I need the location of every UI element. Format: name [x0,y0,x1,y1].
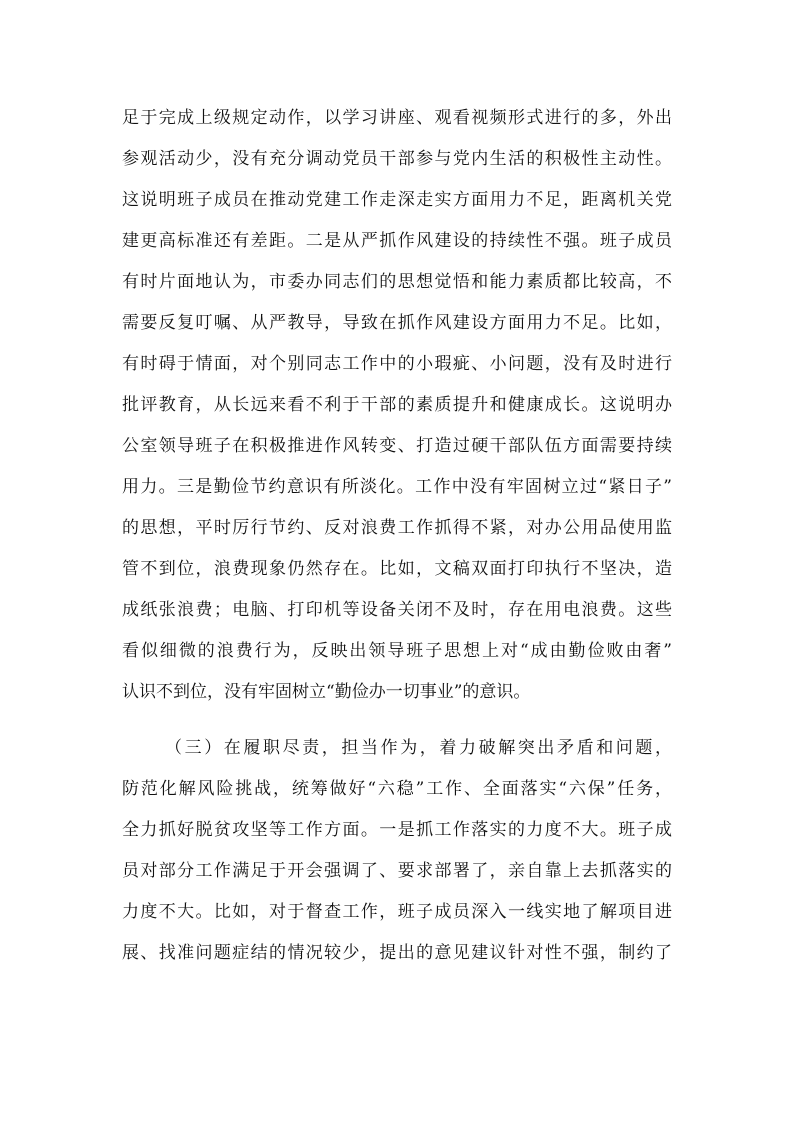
text-line: 认识不到位，没有牢固树立“勤俭办一切事业”的意识。 [122,682,531,702]
text-line: 员对部分工作满足于开会强调了、要求部署了，亲自靠上去抓落实的 [122,861,672,881]
text-line: 足于完成上级规定动作，以学习讲座、观看视频形式进行的多，外出 [122,108,672,128]
text-line: 的思想，平时厉行节约、反对浪费工作抓得不紧，对办公用品使用监 [122,518,672,538]
text-line: 力度不大。比如，对于督查工作，班子成员深入一线实地了解项目进 [122,902,672,922]
text-line: 批评教育，从长远来看不利于干部的素质提升和健康成长。这说明办 [122,395,672,415]
text-line: 有时片面地认为，市委办同志们的思想觉悟和能力素质都比较高，不 [122,272,672,292]
text-line: 建更高标准还有差距。二是从严抓作风建设的持续性不强。班子成员 [122,231,672,251]
text-line: 看似细微的浪费行为，反映出领导班子思想上对“成由勤俭败由奢” [122,641,672,661]
text-line: （三）在履职尽责，担当作为，着力破解突出矛盾和问题， [165,738,672,758]
text-line: 展、找准问题症结的情况较少，提出的意见建议针对性不强，制约了 [122,943,672,963]
text-line: 公室领导班子在积极推进作风转变、打造过硬干部队伍方面需要持续 [122,436,672,456]
text-line: 管不到位，浪费现象仍然存在。比如，文稿双面打印执行不坚决，造 [122,559,672,579]
text-line: 参观活动少，没有充分调动党员干部参与党内生活的积极性主动性。 [122,149,672,169]
text-line: 这说明班子成员在推动党建工作走深走实方面用力不足，距离机关党 [122,190,672,210]
text-line: 需要反复叮嘱、从严教导，导致在抓作风建设方面用力不足。比如， [122,313,672,333]
text-line: 用力。三是勤俭节约意识有所淡化。工作中没有牢固树立过“紧日子” [122,477,672,497]
text-line: 成纸张浪费；电脑、打印机等设备关闭不及时，存在用电浪费。这些 [122,600,672,620]
text-line: 有时碍于情面，对个别同志工作中的小瑕疵、小问题，没有及时进行 [122,354,672,374]
text-line: 全力抓好脱贫攻坚等工作方面。一是抓工作落实的力度不大。班子成 [122,820,672,840]
text-line: 防范化解风险挑战，统筹做好“六稳”工作、全面落实“六保”任务， [122,779,672,799]
